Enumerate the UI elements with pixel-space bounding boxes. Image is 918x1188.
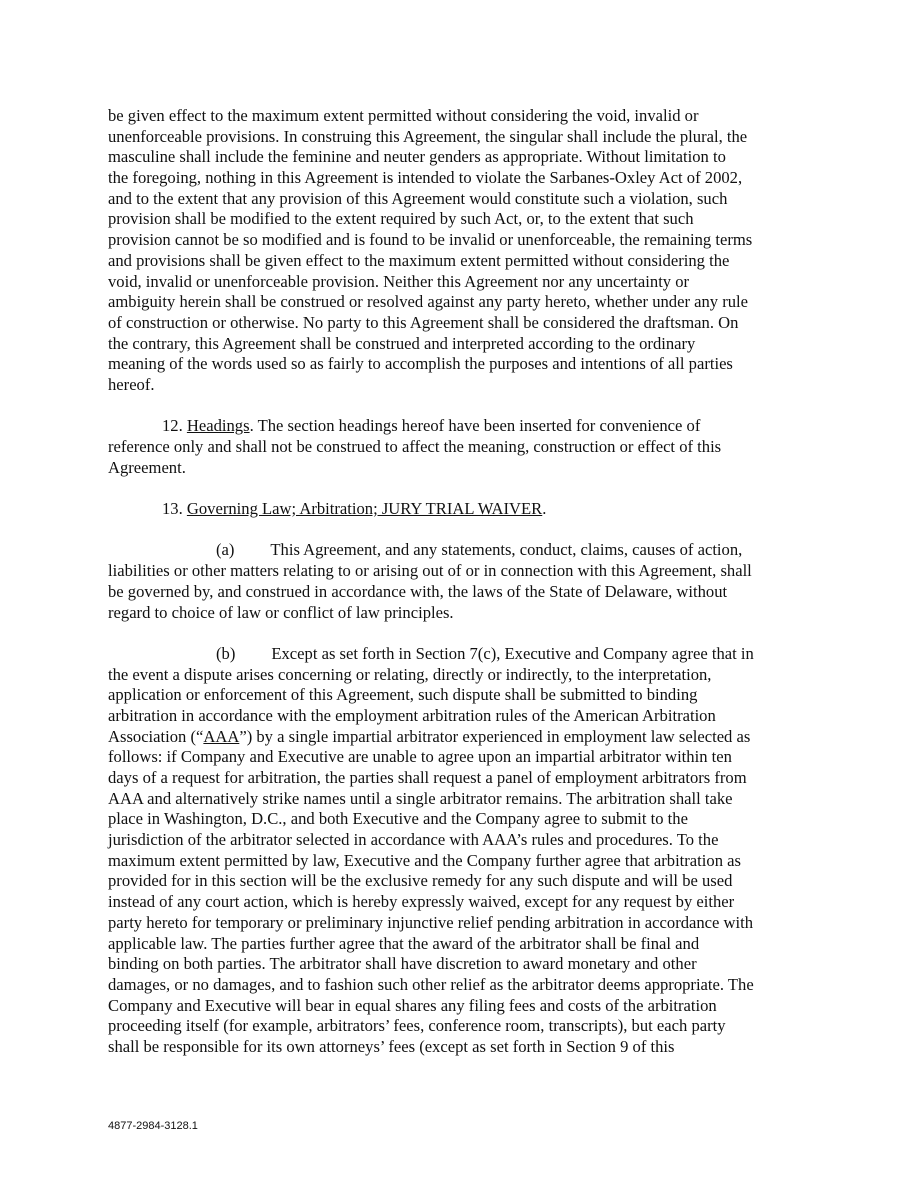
text-line: and to the extent that any provision of this Agreement would constitute such a violation, such bbox=[108, 188, 728, 208]
text-line: applicable law. The parties further agree that the award of the arbitrator shall be final and bbox=[108, 933, 700, 953]
text-line: arbitration in accordance with the employment arbitration rules of the American Arbitration bbox=[108, 705, 716, 725]
section-13 bbox=[108, 499, 810, 1058]
text-line: binding on both parties. The arbitrator shall have discretion to award monetary and other bbox=[108, 954, 697, 974]
text-line: damages, or no damages, and to fashion such other relief as the arbitrator deems appropriate. The bbox=[108, 974, 754, 994]
text-line: the contrary, this Agreement shall be construed and interpreted according to the ordinary bbox=[108, 333, 696, 353]
section-13-heading-line bbox=[108, 499, 810, 520]
paragraph-spacer bbox=[108, 623, 810, 644]
paragraph-11-continued bbox=[108, 106, 810, 396]
text-line: days of a request for arbitration, the parties shall request a panel of employment arbitrators from bbox=[108, 768, 747, 787]
text-line: AAA and alternatively strike names until a single arbitrator remains. The arbitration shall take bbox=[108, 788, 733, 808]
text-line: be given effect to the maximum extent permitted without considering the void, invalid or bbox=[108, 106, 699, 125]
text-line: unenforceable provisions. In construing this Agreement, the singular shall include the plural, the bbox=[108, 126, 748, 146]
subsection-13a-label: (a) bbox=[216, 540, 235, 560]
document-id-footer: 4877-2984-3128.1 bbox=[108, 1120, 198, 1132]
subsection-13b-first-line bbox=[108, 644, 810, 665]
paragraph-spacer bbox=[108, 520, 810, 541]
text-line: shall be responsible for its own attorneys’ fees (except as set forth in Section 9 of this bbox=[108, 1036, 675, 1056]
text-line: proceeding itself (for example, arbitrators’ fees, conference room, transcripts), but each party bbox=[108, 1016, 726, 1036]
text-line: be governed by, and construed in accordance with, the laws of the State of Delaware, without bbox=[108, 581, 728, 601]
text-line: hereof. bbox=[108, 374, 155, 394]
text-line: regard to choice of law or conflict of law principles. bbox=[108, 602, 454, 622]
text-line: provision cannot be so modified and is found to be invalid or unenforceable, the remaining terms bbox=[108, 230, 753, 250]
text-line: maximum extent permitted by law, Executive and the Company further agree that arbitration as bbox=[108, 850, 741, 870]
text-line: ambiguity herein shall be construed or resolved against any party hereto, whether under any rule bbox=[108, 292, 749, 312]
section-13-heading: Governing Law; Arbitration; JURY TRIAL WAIVER bbox=[186, 499, 543, 519]
text-line: of construction or otherwise. No party to this Agreement shall be considered the draftsman. On bbox=[108, 312, 739, 332]
text-line: meaning of the words used so as fairly to accomplish the purposes and intentions of all parties bbox=[108, 354, 733, 374]
section-12 bbox=[108, 416, 810, 478]
text-line: the foregoing, nothing in this Agreement is intended to violate the Sarbanes-Oxley Act of 2002, bbox=[108, 168, 743, 188]
text-line: provision shall be modified to the extent required by such Act, or, to the extent that such bbox=[108, 209, 694, 229]
text-line: place in Washington, D.C., and both Executive and the Company agree to submit to the bbox=[108, 809, 688, 829]
text-line: and provisions shall be given effect to the maximum extent permitted without considering the bbox=[108, 250, 730, 270]
text-line: the event a dispute arises concerning or relating, directly or indirectly, to the interpretation, bbox=[108, 664, 712, 684]
text-line: liabilities or other matters relating to or arising out of or in connection with this Agreement, shall bbox=[108, 561, 752, 581]
aaa-defined-term: AAA bbox=[203, 726, 240, 746]
subsection-13b bbox=[108, 644, 810, 1058]
text-line: jurisdiction of the arbitrator selected in accordance with AAA’s rules and procedures. To the bbox=[108, 830, 719, 850]
text-line: Agreement. bbox=[108, 457, 186, 477]
subsection-13a-first-line-text: This Agreement, and any statements, conduct, claims, causes of action, bbox=[270, 540, 743, 560]
paragraph-spacer bbox=[108, 396, 810, 417]
text-line: reference only and shall not be construed to affect the meaning, construction or effect of this bbox=[108, 437, 722, 456]
aaa-line-prefix: Association (“ bbox=[108, 726, 204, 746]
section-12-heading: Headings bbox=[186, 416, 250, 436]
section-13-number: 13. bbox=[162, 499, 187, 519]
section-12-number: 12. bbox=[162, 416, 187, 436]
section-12-first-line bbox=[108, 416, 810, 437]
text-line: instead of any court action, which is hereby expressly waived, except for any request by either bbox=[108, 892, 735, 912]
text-line: masculine shall include the feminine and neuter genders as appropriate. Without limitation to bbox=[108, 147, 726, 167]
text-line: follows: if Company and Executive are unable to agree upon an impartial arbitrator within ten bbox=[108, 747, 732, 767]
text-line: provided for in this section will be the exclusive remedy for any such dispute and will be used bbox=[108, 871, 733, 891]
document-page bbox=[108, 106, 810, 1058]
paragraph-spacer bbox=[108, 478, 810, 499]
subsection-13b-first-line-text: Except as set forth in Section 7(c), Executive and Company agree that in bbox=[271, 643, 754, 663]
section-12-first-line-text: . The section headings hereof have been inserted for convenience of bbox=[249, 416, 701, 436]
text-line: party hereto for temporary or preliminary injunctive relief pending arbitration in accordance with bbox=[108, 912, 754, 932]
subsection-13b-label: (b) bbox=[216, 643, 236, 663]
section-13-heading-suffix: . bbox=[542, 499, 547, 519]
subsection-13a-first-line bbox=[108, 540, 810, 561]
subsection-13a bbox=[108, 540, 810, 623]
text-line: void, invalid or unenforceable provision. Neither this Agreement nor any uncertainty or bbox=[108, 271, 690, 291]
text-line: Company and Executive will bear in equal shares any filing fees and costs of the arbitration bbox=[108, 995, 717, 1015]
aaa-definition-line bbox=[108, 727, 810, 748]
text-line: application or enforcement of this Agreement, such dispute shall be submitted to binding bbox=[108, 685, 698, 705]
aaa-line-suffix: ”) by a single impartial arbitrator experienced in employment law selected as bbox=[239, 726, 751, 746]
